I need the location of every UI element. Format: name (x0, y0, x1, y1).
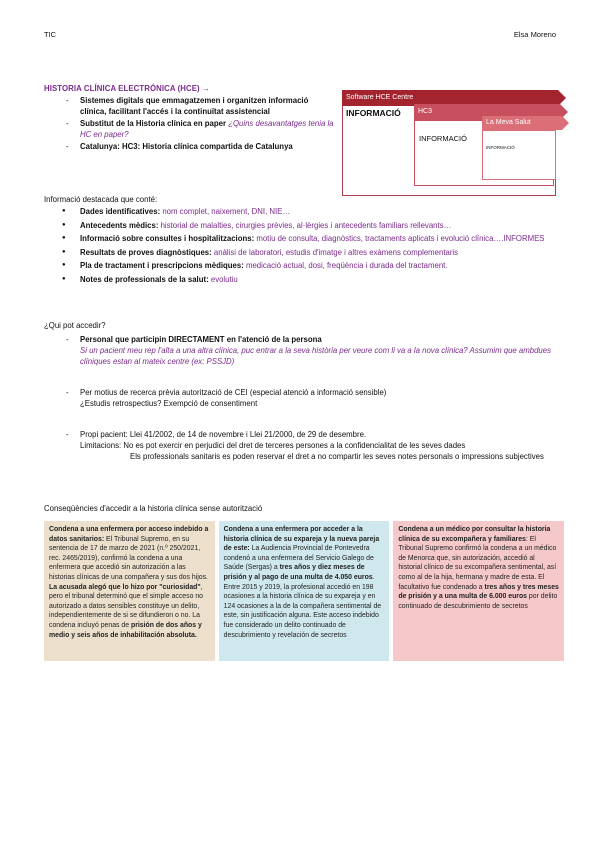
info-section (44, 195, 564, 287)
hce-section (44, 84, 336, 153)
case-text: por delito continuado de descubrimiento de secretos (398, 593, 558, 610)
info-label: Resultats de proves diagnòstiques: (80, 247, 214, 257)
list-item (44, 274, 564, 286)
list-item (44, 95, 336, 117)
diagram-arrow-hc3: HC3 (414, 104, 560, 120)
access-block-patient (44, 429, 564, 462)
list-item (44, 247, 564, 259)
case-bold: Condena a un médico por consultar la historia clínica de su excompañera y familiares (398, 526, 551, 543)
item-bold: Sistemes digitals que emmagatzemen i organitzen informació clínica, facilitant l'accés i la continuïtat assistencial (80, 96, 309, 116)
list-item (44, 141, 336, 152)
info-label: Notes de professionals de la salut: (80, 274, 211, 284)
info-value: nom complet, naixement, DNI, NIE… (162, 207, 291, 216)
list-item (44, 118, 336, 140)
diagram-label-info-3: INFORMACIÓ (486, 145, 515, 150)
list-item (44, 334, 564, 345)
patient-limitations-note: Els professionals sanitaris es poden reservar el dret a no compartir les seves notes personals o impressions subjectives (130, 452, 544, 461)
case-bold: Condena a una enfermera por acceso indebido a datos sanitarios: (49, 526, 209, 543)
info-value: historial de malalties, cirurgies prèvies, al·lèrgies i antecedents familiars rellevants… (160, 220, 452, 230)
access-list (44, 334, 564, 345)
case-text: La Audiencia Provincial de Pontevedra condenó a una enfermera del Servicio Galego de Saúde (Sergas) a (223, 545, 374, 572)
diagram-arrow-software: Software HCE Centre (342, 90, 558, 106)
diagram-label-info-1: INFORMACIÓ (346, 108, 401, 118)
hce-diagram (342, 90, 572, 196)
list-item (44, 206, 564, 218)
staff-pre: Personal que participin (80, 335, 169, 344)
case-bold: tres años y diez meses de prisión y al pago de una multa de 4.050 euros (223, 564, 373, 581)
info-list (44, 206, 564, 285)
header-author: Elsa Moreno (513, 30, 556, 39)
info-label: Pla de tractament i prescripcions mèdiques: (80, 261, 246, 270)
case-text: : El Tribunal Supremo confirmó la condena a un médico de Menorca que, sin autorización, accedió al historial clínico de su excompañera sentimental, así como al de la hija, hermana y madre de esta. El facultativo fue condenado a (398, 535, 557, 591)
case-bold: prisión de dos años y medio y seis años de inhabilitación absoluta. (49, 621, 202, 639)
access-heading: ¿Qui pot accedir? (44, 321, 106, 330)
info-label: Informació sobre consultes i hospitalitzacions: (80, 234, 257, 243)
case-text: , pero el tribunal determinó que el simple acceso no autorizado a datos sensibles constituye un delito, independientemente de si se difundieron o no. La condena incluyó penas de (49, 583, 203, 629)
case-cards (44, 521, 564, 661)
access-list (44, 387, 564, 398)
info-label: Dades identificatives: (80, 207, 163, 216)
patient-limitations: Limitacions: No es pot exercir en perjudici del dret de terceres persones a la confidencialitat de les seves dades (80, 441, 466, 450)
info-value: medicació actual, dosi, freqüència i durada del tractament. (245, 261, 448, 270)
consequences-section (44, 504, 564, 661)
item-bold: Catalunya: HC3: Historia clínica compartida de Catalunya (80, 142, 293, 151)
access-list (44, 429, 564, 440)
info-value: anàlisi de laboratori, estudis d'imatge i altres exàmens complementaris (213, 247, 459, 257)
consequences-heading: Conseqüències d'accedir a la historia clínica sense autorització (44, 504, 263, 513)
staff-note: Si un pacient meu rep l'alta a una altra clínica, puc entrar a la seva història per veure com li va a la nova clínica? Assumim que ambdues clíniques estan al mateix centre (ex: PSSJD) (80, 346, 551, 366)
case-card (44, 521, 215, 661)
access-section (44, 321, 564, 482)
case-bold: tres años y tres meses de prisión y a una multa de 6.000 euros (398, 583, 559, 601)
research-line: Per motius de recerca prèvia autorització de CEI (especial atenció a informació sensible) (80, 388, 387, 397)
hce-list (44, 95, 336, 152)
case-bold: La acusada alegó que lo hizo por "curiosidad" (49, 583, 201, 591)
research-question: ¿Estudis retrospectius? Exempció de consentiment (80, 399, 258, 408)
item-bold: Substitut de la Historia clínica en paper (80, 119, 227, 128)
info-heading: Informació destacada que conté: (44, 195, 158, 204)
diagram-arrow-meva-salut: La Meva Salut (482, 116, 562, 130)
case-text: El Tribunal Supremo, en su sentencia de 17 de marzo de 2021 (n.º 250/2021, rec. 2465/2019), confirmó la condena a una enfermera que accedió sin autorización a las historias clínicas de una compañera y sus dos hijos. (49, 535, 208, 581)
access-block-research (44, 387, 564, 409)
info-value: evolutiu (210, 274, 238, 284)
case-card (219, 521, 390, 661)
diagram-box-meva-salut (482, 130, 556, 180)
info-value: motiu de consulta, diagnòstics, tractaments aplicats i evolució clínica….INFORMES (256, 234, 545, 243)
staff-post: en l'atenció de la persona (224, 335, 322, 344)
list-item (44, 233, 564, 245)
case-bold: Condena a una enfermera por acceder a la historia clínica de su expareja y la nueva pareja de este: (223, 526, 380, 553)
case-text: . Entre 2015 y 2019, la profesional accedió en 198 ocasiones a la historia clínica de su expareja y en 124 ocasiones a la de la compañera sentimental de este, sin justificación alguna. Este acceso indebido fue considerado un delito continuado de descubrimiento y revelación de secretos (223, 573, 382, 639)
list-item (44, 429, 564, 440)
info-label: Antecedents mèdics: (80, 220, 161, 230)
case-card (393, 521, 564, 661)
diagram-label-info-2: INFORMACIÓ (419, 134, 467, 143)
header-subject: TIC (44, 30, 57, 39)
access-block-staff (44, 334, 564, 367)
list-item (44, 387, 564, 398)
list-item (44, 260, 564, 272)
item-question: ¿Quins desavantatges tenia la HC en paper? (80, 119, 334, 139)
list-item (44, 220, 564, 232)
staff-strong: DIRECTAMENT (168, 335, 225, 344)
hce-title: HISTORIA CLÍNICA ELECTRÓNICA (HCE) → (44, 84, 210, 93)
patient-line: Propi pacient: Llei 41/2002, de 14 de novembre i Llei 21/2000, de 29 de desembre. (80, 430, 367, 439)
